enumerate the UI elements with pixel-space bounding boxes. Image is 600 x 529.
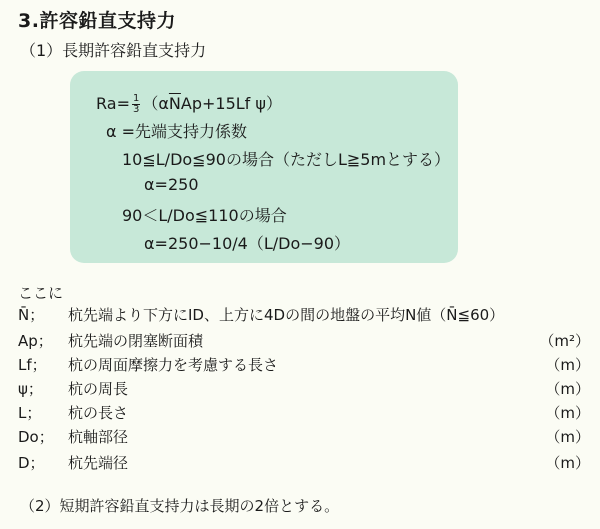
- formula-n-bar: $\overline{N}$: [168, 94, 181, 113]
- definition-row: [18, 402, 590, 424]
- definition-symbol: ψ；: [18, 380, 43, 398]
- definitions-intro: ここに: [18, 284, 64, 302]
- alpha-definition: α =先端支持力係数: [106, 122, 248, 141]
- definition-description: 杭の周長: [68, 380, 129, 398]
- definition-unit: （m）: [545, 428, 590, 446]
- definition-row: [18, 378, 590, 400]
- definition-row: [18, 330, 590, 352]
- definition-row: [18, 452, 590, 474]
- definition-description: 杭軸部径: [68, 428, 129, 446]
- formula-rhs-post: Ap+15Lf ψ）: [180, 94, 282, 113]
- definition-unit: （m）: [545, 404, 590, 422]
- section-title: 3.許容鉛直支持力: [18, 10, 176, 32]
- formula-lhs: Ra=: [96, 94, 130, 113]
- subsection-title: （1）長期許容鉛直支持力: [20, 41, 207, 60]
- case2-value: α=250−10/4（L/Do−90）: [144, 234, 351, 253]
- definition-description: 杭先端の閉塞断面積: [68, 332, 204, 350]
- formula-box: [70, 71, 458, 263]
- definition-unit: （m²）: [539, 332, 590, 350]
- definition-symbol: N̄；: [18, 306, 45, 324]
- case2-condition: 90＜L/Do≦110の場合: [122, 206, 287, 225]
- formula-fraction: [132, 94, 140, 115]
- definition-row: [18, 426, 590, 448]
- definition-row: [18, 354, 590, 376]
- definition-unit: （m）: [545, 380, 590, 398]
- definition-symbol: Lf；: [18, 356, 47, 374]
- short-term-note: （2）短期許容鉛直支持力は長期の2倍とする。: [20, 497, 340, 515]
- definition-unit: （m）: [545, 356, 590, 374]
- definition-symbol: D；: [18, 454, 45, 472]
- formula-main: [96, 91, 282, 115]
- fraction-denominator: 3: [132, 104, 140, 115]
- fraction-numerator: 1: [132, 93, 140, 104]
- definition-row: [18, 304, 590, 326]
- case1-condition: 10≦L/Do≦90の場合（ただしL≧5mとする）: [122, 150, 451, 169]
- definition-description: 杭先端より下方にID、上方に4Dの間の地盤の平均N値（N̄≦60）: [68, 306, 505, 324]
- definition-unit: （m）: [545, 454, 590, 472]
- definition-description: 杭先端径: [68, 454, 129, 472]
- case1-value: α=250: [144, 175, 199, 194]
- definition-description: 杭の長さ: [68, 404, 129, 422]
- definition-symbol: Do；: [18, 428, 54, 446]
- formula-rhs-pre: （α: [142, 94, 169, 113]
- definition-description: 杭の周面摩擦力を考慮する長さ: [68, 356, 279, 374]
- definition-symbol: L；: [18, 404, 42, 422]
- definition-symbol: Ap；: [18, 332, 53, 350]
